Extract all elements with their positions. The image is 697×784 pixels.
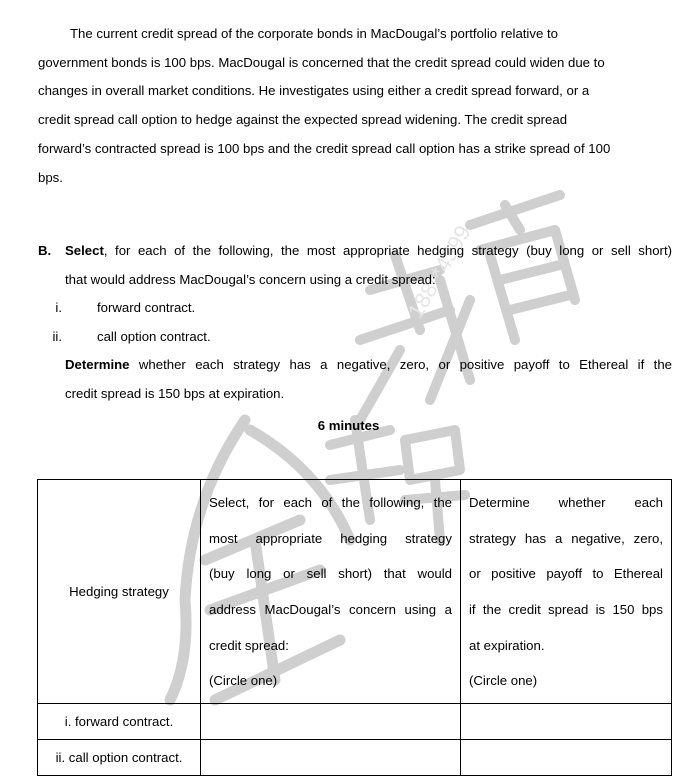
time-allotment: 6 minutes [317,418,380,433]
passage-line: credit spread call option to hedge against the expected spread widening. The credit spread [38,112,568,128]
select-instruction-line: Select, for each of the following, the most appropriate hedging strategy (buy long or sell short) [65,243,672,258]
case-passage [38,20,672,192]
header-select-strategy: Select, for each of the following, the most appropriate hedging strategy (buy long or sell short) that would address MacDougal’s concern using a credit spread: (Circle one) [201,480,461,704]
passage-line: forward’s contracted spread is 100 bps and the credit spread call option has a strike spread of 100 [38,140,611,156]
watermark-number: 188**4399 [402,220,476,323]
header-hedging-strategy: Hedging strategy [38,480,201,704]
table-row [38,704,672,740]
answer-cell-payoff[interactable] [461,740,672,776]
answer-cell-selection[interactable] [201,740,461,776]
answer-table [37,479,672,776]
item-text: forward contract. [97,300,196,316]
determine-instruction-line: credit spread is 150 bps at expiration. [65,385,285,401]
select-keyword: Select [65,243,104,258]
question-b [38,237,672,409]
header-determine-payoff: Determine whether each strategy has a negative, zero, or positive payoff to Ethereal if the credit spread is 150 bps at expiration. (Circle one) [461,480,672,704]
answer-cell-payoff[interactable] [461,704,672,740]
determine-keyword: Determine [65,357,130,373]
row-strategy-forward: i. forward contract. [38,704,201,740]
row-strategy-call-option: ii. call option contract. [38,740,201,776]
table-header-row [38,480,672,704]
question-item [38,294,672,323]
select-instruction-line: that would address MacDougal’s concern using a credit spread: [65,271,436,287]
passage-line: government bonds is 100 bps. MacDougal is concerned that the credit spread could widen due to [38,54,605,70]
table-row [38,740,672,776]
question-label: B. [38,243,52,258]
passage-line: changes in overall market conditions. He investigates using either a credit spread forward, or a [38,83,590,99]
answer-cell-selection[interactable] [201,704,461,740]
passage-line: The current credit spread of the corporate bonds in MacDougal’s portfolio relative to [70,26,558,41]
determine-instruction-line: Determine whether each strategy has a negative, zero, or positive payoff to Ethereal if the [65,357,672,373]
item-text: call option contract. [97,328,211,344]
item-number: ii. [52,328,62,344]
passage-line: bps. [38,169,63,185]
question-item [38,323,672,352]
item-number: i. [55,300,62,316]
